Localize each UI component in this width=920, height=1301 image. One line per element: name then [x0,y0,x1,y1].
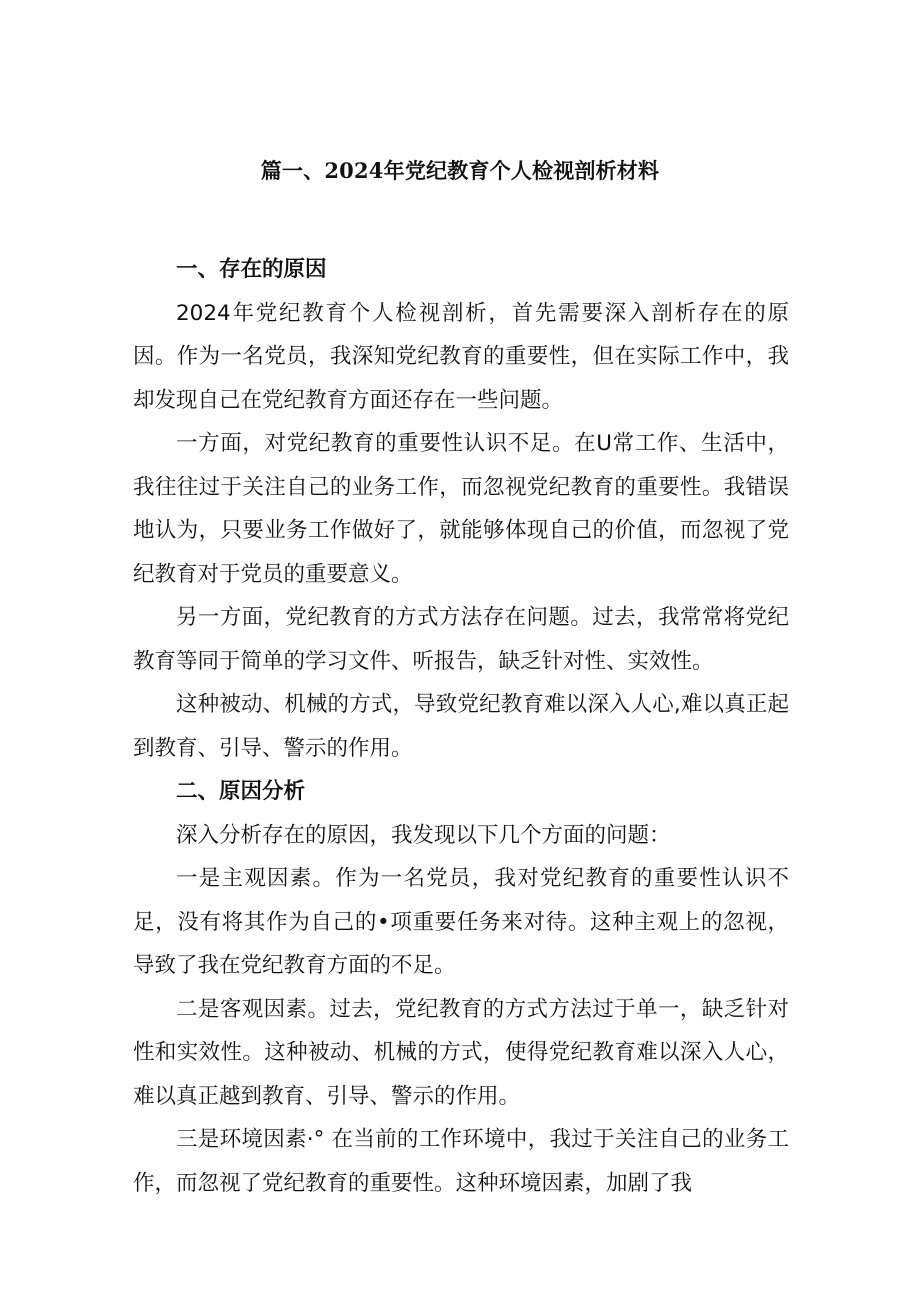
paragraph: 一方面，对党纪教育的重要性认识不足。在U常工作、生活中，我往往过于关注自己的业务工作，而忽视党纪教育的重要性。我错误地认为，只要业务工作做好了，就能够体现自己的价值，而忽视了党纪教育对于党员的重要意义。 [133,431,789,587]
paragraph: 深入分析存在的原因，我发现以下几个方面的问题： [176,822,671,848]
paragraph: 另一方面，党纪教育的方式方法存在问题。过去，我常常将党纪教育等同于简单的学习文件、听报告，缺乏针对性、实效性。 [133,605,789,674]
paragraph: 2024年党纪教育个人检视剖析，首先需要深入剖析存在的原因。作为一名党员，我深知党纪教育的重要性，但在实际工作中，我却发现自己在党纪教育方面还存在一些问题。 [133,300,789,413]
section-heading-analysis: 二、原因分析 [176,779,306,804]
paragraph: 一是主观因素。作为一名党员，我对党纪教育的重要性认识不足，没有将其作为自己的•项重要任务来对待。这种主观上的忽视，导致了我在党纪教育方面的不足。 [133,866,789,978]
section-heading-causes: 一、存在的原因 [176,257,327,282]
document-title: 篇一、2024年党纪教育个人检视剖析材料 [260,158,660,183]
paragraph: 这种被动、机械的方式，导致党纪教育难以深入人心,难以真正起到教育、引导、警示的作用。 [133,692,789,761]
paragraph: 三是环境因素·° 在当前的工作环境中，我过于关注自己的业务工作，而忽视了党纪教育的重要性。这种环境因素，加剧了我 [133,1127,789,1196]
paragraph: 二是客观因素。过去，党纪教育的方式方法过于单一，缺乏针对性和实效性。这种被动、机械的方式，使得党纪教育难以深入人心，难以真正越到教育、引导、警示的作用。 [133,996,789,1109]
document-body [133,248,789,1205]
